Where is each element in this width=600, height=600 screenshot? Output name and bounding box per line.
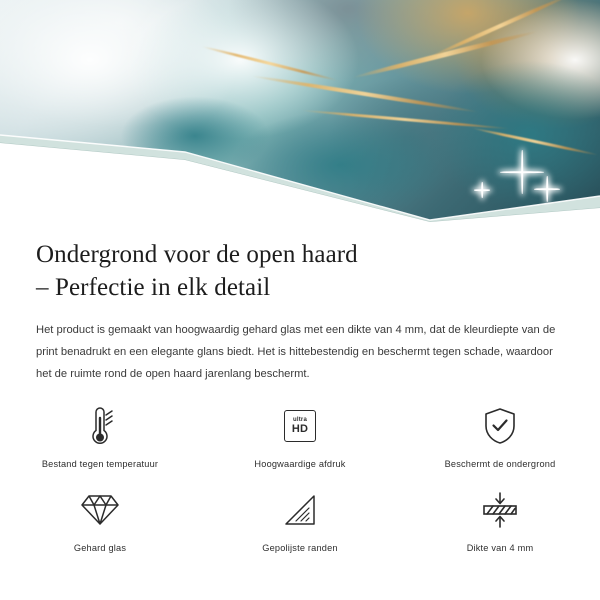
texture-teal-blob xyxy=(120,96,270,176)
thickness-4mm-icon xyxy=(480,488,520,532)
feature-grid xyxy=(0,400,600,555)
feature-label: Dikte van 4 mm xyxy=(466,543,534,554)
feature-item-print-quality xyxy=(200,400,400,470)
glass-panel-clip xyxy=(0,0,600,222)
thermometer-icon xyxy=(82,404,118,448)
feature-label: Gepolijste randen xyxy=(262,543,338,554)
feature-label: Beschermt de ondergrond xyxy=(444,459,556,469)
text-content xyxy=(0,222,600,386)
feature-item-polished-edges xyxy=(200,484,400,554)
ultra-hd-top-label: ultra xyxy=(292,417,307,423)
feature-item-surface-protection xyxy=(400,400,600,470)
ultra-hd-bottom-label: HD xyxy=(291,423,309,435)
shield-check-icon xyxy=(482,404,518,448)
feature-item-temperature xyxy=(0,400,200,470)
feature-item-tempered-glass xyxy=(0,484,200,554)
diamond-icon xyxy=(80,488,120,532)
ultra-hd-icon xyxy=(284,404,316,448)
hero-product-image xyxy=(0,0,600,222)
feature-label: Hoogwaardige afdruk xyxy=(254,459,346,469)
feature-item-thickness xyxy=(400,484,600,554)
headline-line-1: Ondergrond voor de open haard xyxy=(36,241,358,268)
feature-label: Gehard glas xyxy=(73,543,127,554)
description-paragraph: Het product is gemaakt van hoogwaardig gehard glas met een dikte van 4 mm, dat de kleurdiepte van de print benadrukt en een elegante glans biedt. Het is hittebestendig en beschermt tegen schade, waardoor het de ruimte rond de open haard jarenlang beschermt. xyxy=(36,324,556,380)
feature-label: Bestand tegen temperatuur xyxy=(41,459,159,469)
headline-line-2: – Perfectie in elk detail xyxy=(36,274,271,301)
page-title xyxy=(0,222,600,304)
polished-edges-icon xyxy=(283,488,317,532)
